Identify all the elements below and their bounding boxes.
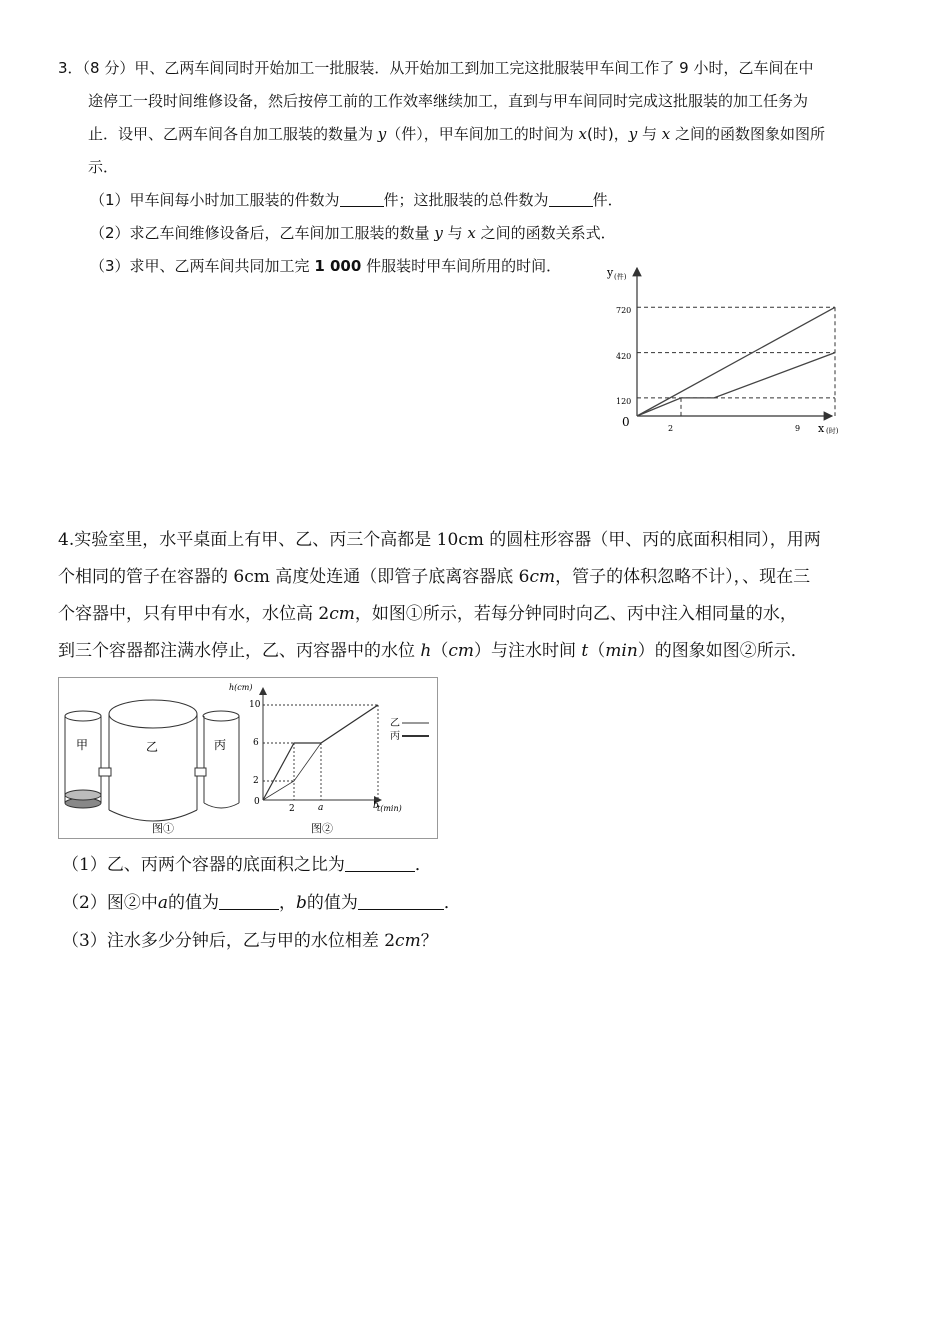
q4-line-4e: ）的图象如图②所示． [637, 641, 808, 661]
q4-sub2-text: ， [278, 893, 296, 913]
origin-label: 0 [254, 797, 260, 807]
y-axis-label: y [607, 266, 614, 279]
var-x: x [578, 125, 588, 143]
q4-line-3b: ，如图①所示，若每分钟同时向乙、丙中注入相同量的水， [354, 604, 797, 624]
answer-blank[interactable] [345, 853, 415, 872]
y-tick-label: 420 [616, 352, 632, 361]
unit-cm: cm [448, 641, 475, 661]
legend-yi-label: 乙 [390, 718, 400, 729]
q4-line-4b: （ [431, 641, 449, 661]
y-tick-label: 6 [253, 738, 259, 748]
q4-sub-1 [62, 846, 904, 884]
x-axis-label: x [818, 422, 825, 435]
q3-sub-2 [58, 217, 900, 250]
origin-label: 0 [622, 415, 630, 429]
q4-line-3a: 个容器中，只有甲中有水，水位高 2 [58, 604, 330, 624]
container-bing [203, 711, 239, 808]
q3-sub3-number: 1 000 [314, 257, 362, 275]
x-tick-label: b [373, 801, 379, 811]
x-tick-label: 9 [795, 424, 801, 433]
x-tick-label: a [318, 803, 324, 813]
q4-sub1-text: （1）乙、丙两个容器的底面积之比为 [62, 855, 345, 875]
var-y: y [434, 224, 443, 242]
q3-sub3-text: 件服装时甲车间所用的时间． [361, 257, 562, 275]
caption-fig1: 图① [152, 822, 174, 835]
var-x: x [467, 224, 476, 242]
q4-figure-svg [59, 678, 437, 838]
q3-sub1-text: （1）甲车间每小时加工服装的件数为 [90, 191, 340, 209]
q3-function-graph [600, 258, 860, 443]
q3-line-3e: 之间的函数图象如图所 [670, 125, 826, 143]
container-jia [65, 711, 101, 808]
caption-fig2: 图② [311, 822, 333, 835]
question-4 [58, 522, 900, 670]
q3-line-3c: (时)， [587, 125, 629, 143]
q3-sub-1 [58, 184, 900, 217]
q4-line-2b: ，管子的体积忽略不计），、现在三 [555, 567, 811, 587]
label-yi: 乙 [146, 740, 159, 754]
q4-sub2-text: ． [443, 893, 461, 913]
y-tick-label: 10 [249, 700, 261, 710]
q4-line-4d: （ [588, 641, 606, 661]
series-line-乙 [263, 705, 378, 800]
var-y: y [377, 125, 387, 143]
y-tick-label: 720 [616, 306, 632, 315]
q3-line-3b: （件），甲车间加工的时间为 [386, 125, 579, 143]
x-tick-label: 2 [289, 804, 295, 814]
q3-line-4: 示． [88, 158, 119, 176]
q3-sub1-text: 件． [592, 191, 623, 209]
unit-cm: cm [395, 931, 421, 951]
var-b: b [295, 893, 307, 913]
question-3 [58, 52, 900, 283]
q4-line-4a: 到三个容器都注满水停止，乙、丙容器中的水位 [58, 641, 421, 661]
q3-line-3d: 与 [637, 125, 662, 143]
var-t: t [581, 641, 589, 661]
y-axis-unit: (件) [614, 273, 627, 281]
x-axis-unit: (时) [826, 427, 839, 435]
label-bing: 丙 [214, 738, 227, 752]
var-x: x [661, 125, 671, 143]
legend-bing-label: 丙 [390, 731, 400, 742]
answer-blank[interactable] [219, 891, 279, 910]
connecting-pipes [99, 768, 206, 776]
q3-sub3-text: （3）求甲、乙两车间共同加工完 [90, 257, 315, 275]
unit-min: min [605, 641, 638, 661]
q4-line-2a: 个相同的管子在容器的 6cm 高度处连通（即管子底离容器底 6 [58, 567, 530, 587]
var-a: a [157, 893, 168, 913]
label-jia: 甲 [76, 738, 89, 752]
unit-cm: cm [329, 604, 355, 624]
q4-sub3-text: （3）注水多少分钟后，乙与甲的水位相差 2 [62, 931, 396, 951]
answer-blank[interactable] [340, 188, 384, 207]
q4-sub1-text: ． [414, 855, 432, 875]
x-tick-label: 2 [668, 424, 674, 433]
x-axis-label: t(min) [377, 804, 402, 813]
q3-line-2: 途停工一段时间维修设备，然后按停工前的工作效率继续加工，直到与甲车间同时完成这批服装的加工任务为 [88, 92, 809, 110]
y-tick-label: 2 [253, 776, 259, 786]
q4-subquestions [62, 846, 904, 960]
q4-line-4c: ）与注水时间 [474, 641, 582, 661]
unit-cm: cm [529, 567, 556, 587]
q4-line-1: 4.实验室里，水平桌面上有甲、乙、丙三个高都是 10cm 的圆柱形容器（甲、丙的底面积相同），用两 [58, 530, 821, 550]
y-tick-label: 120 [616, 397, 632, 406]
q3-sub2-text: 与 [442, 224, 468, 242]
series-line-1 [637, 307, 835, 416]
q4-sub3-text: ？ [420, 931, 438, 951]
series-line-丙 [263, 705, 378, 800]
q4-sub-3 [62, 922, 904, 960]
q3-stem [58, 52, 900, 184]
var-y: y [628, 125, 638, 143]
container-yi [109, 700, 197, 821]
y-axis-label: h(cm) [229, 683, 253, 692]
q4-sub-2 [62, 884, 904, 922]
q3-sub2-text: 之间的函数关系式． [475, 224, 616, 242]
q4-sub2-text: 的值为 [167, 893, 219, 913]
q4-sub2-text: 的值为 [306, 893, 358, 913]
q3-sub2-text: （2）求乙车间维修设备后，乙车间加工服装的数量 [90, 224, 435, 242]
graph-fig2 [229, 683, 429, 835]
var-h: h [420, 641, 432, 661]
q4-sub2-text: （2）图②中 [62, 893, 158, 913]
q3-line-1: 3．（8 分）甲、乙两车间同时开始加工一批服装．从开始加工到加工完这批服装甲车间工作了 9 小时，乙车间在中 [58, 59, 814, 77]
q3-sub1-text: 件；这批服装的总件数为 [383, 191, 549, 209]
q4-figure [58, 677, 438, 839]
answer-blank[interactable] [549, 188, 593, 207]
q3-line-3a: 止．设甲、乙两车间各自加工服装的数量为 [88, 125, 378, 143]
answer-blank[interactable] [358, 891, 444, 910]
